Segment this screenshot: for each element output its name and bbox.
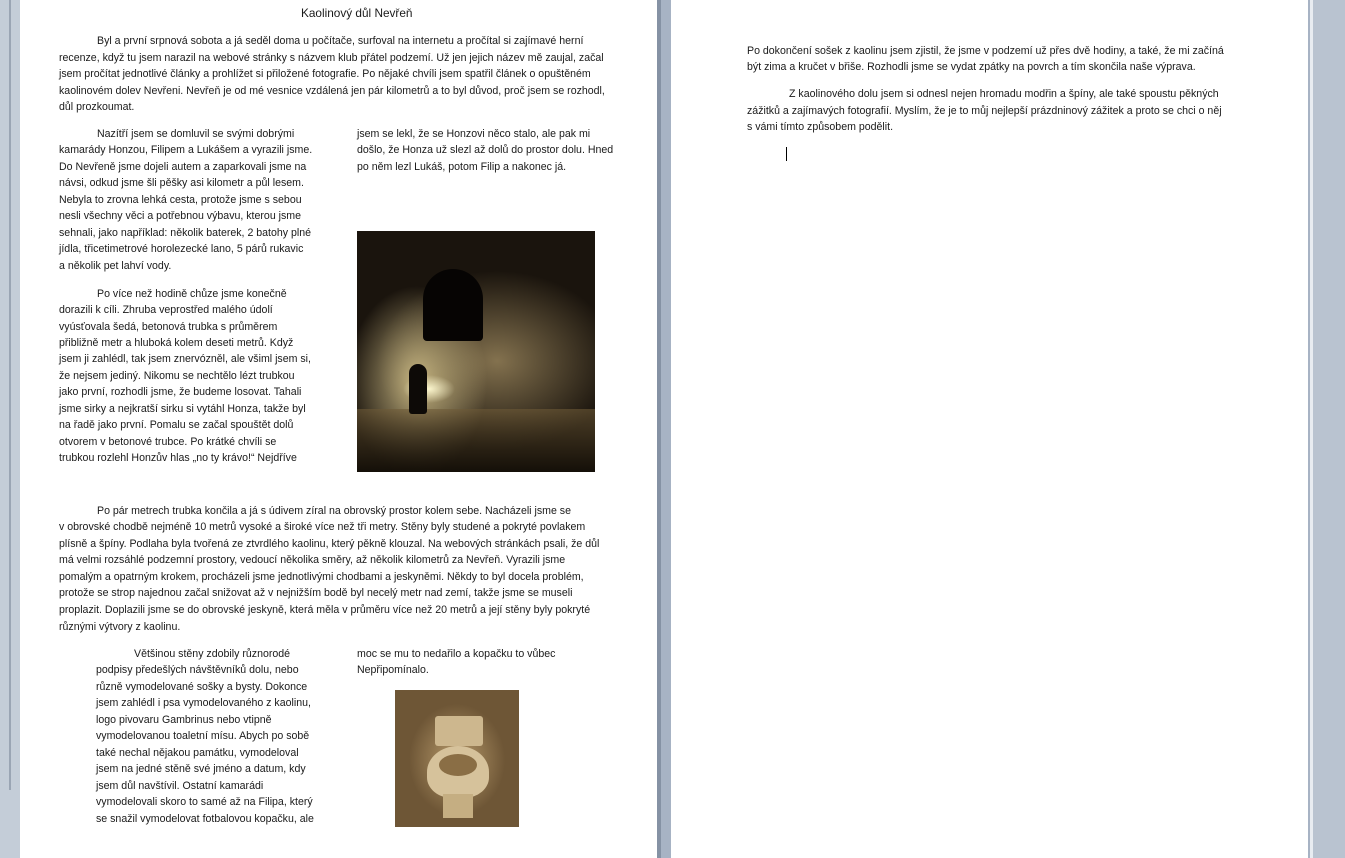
- strip-edge: [1310, 0, 1313, 858]
- text-line: jsem důl navštívil. Ostatní kamarádi: [96, 780, 264, 792]
- text-line: návsi, odkud jsme šli pěšky asi kilometr a půl lesem.: [59, 177, 304, 189]
- mine-tunnel-photo[interactable]: [357, 231, 595, 472]
- text-line: jsem se lekl, že se Honzovi něco stalo, ale pak mi: [357, 128, 591, 140]
- document-page-1[interactable]: [20, 0, 657, 858]
- text-line: se snažil vymodelovat fotbalovou kopačku, ale: [96, 813, 314, 825]
- text-line: dorazili k cíli. Zhruba veprostřed malého údolí: [59, 304, 273, 316]
- strip-edge: [9, 0, 11, 790]
- document-title: Kaolinový důl Nevřeň: [301, 6, 413, 20]
- left-window-strip: [0, 0, 20, 858]
- text-line: a několik pet lahví vody.: [59, 260, 172, 272]
- text-line: jídla, třicetimetrové horolezecké lano, 5 párů rukavic: [59, 243, 304, 255]
- text-line: vymodelovanou toaletní mísu. Abych po sobě: [96, 730, 310, 742]
- text-cursor: [786, 147, 787, 161]
- text-line: jako první, rozhodli jsme, že budeme losovat. Tahali: [59, 386, 302, 398]
- text-line: protože se strop najednou začal snižovat až v nejnižším bodě byl necelý metr nad zemí, takže jsme se museli: [59, 587, 573, 599]
- text-line: recenze, když tu jsem narazil na webové stránky s názvem klub přátel podzemí. Už jen jejich název mě zaujal, začal: [59, 52, 604, 64]
- text-line: že nejsem jediný. Nikomu se nechtělo lézt trubkou: [59, 370, 295, 382]
- text-line: Nazítří jsem se domluvil se svými dobrými: [97, 128, 295, 140]
- text-line: jsem zahlédl i psa vymodelovaného z kaolinu,: [96, 697, 311, 709]
- text-line: přibližně metr a hluboká kolem deseti metrů. Když: [59, 337, 294, 349]
- text-line: má velmi rozsáhlé podzemní prostory, vedoucí několika směry, až několik kilometrů za Nevřeň. Vyrazili jsme: [59, 554, 566, 566]
- text-line: jsem ji zahlédl, tak jsem znervózněl, ale všiml jsem si,: [59, 353, 311, 365]
- text-line: proplazit. Doplazili jsme se do obrovské jeskyně, která měla v průměru více než 20 metrů a její stěny byly pokryté: [59, 604, 591, 616]
- toilet-base: [443, 794, 473, 818]
- text-line: jsem pročítat jednotlivé články a prohlížet si přiložené fotografie. Po nějaké chvíli jsem spatřil článek o opuštěném: [59, 68, 591, 80]
- text-line: Z kaolinového dolu jsem si odnesl nejen hromadu modřin a špíny, ale také spoustu pěkných: [789, 88, 1219, 100]
- text-line: Po dokončení sošek z kaolinu jsem zjistil, že jsme v podzemí už přes dvě hodiny, a také, že mi začíná: [747, 45, 1224, 57]
- text-line: otvorem v betonové trubce. Po krátké chvíli se: [59, 436, 277, 448]
- text-line: jsem na jedné stěně své jméno a datum, kdy: [96, 763, 306, 775]
- document-page-2[interactable]: [671, 0, 1308, 858]
- text-line: vymodelovali skoro to samé až na Filipa, který: [96, 796, 313, 808]
- page-shadow: [657, 0, 661, 858]
- text-line: kamarády Honzou, Filipem a Lukášem a vyrazili jsme.: [59, 144, 313, 156]
- text-line: Po pár metrech trubka končila a já s údivem zíral na obrovský prostor kolem sebe. Nacházeli jsme se: [97, 505, 571, 517]
- text-line: kaolinovém dolev Nevřeni. Nevřeň je od mé vesnice vzdálená jen pár kilometrů a to byl důvod, proč jsem se rozhodl,: [59, 85, 605, 97]
- text-line: Nebyla to zrovna lehká cesta, protože jsme s sebou: [59, 194, 302, 206]
- text-line: plísně a špíny. Podlaha byla tvořená ze ztvrdlého kaolinu, který pěkně klouzal. Na webových stránkách psali, že důl: [59, 538, 600, 550]
- person-silhouette: [409, 364, 427, 414]
- text-line: zážitků a zajímavých fotografií. Myslím, že je to můj nejlepší prázdninový zážitek a proto se chci o něj: [747, 105, 1222, 117]
- tunnel-floor: [357, 409, 595, 472]
- text-line: nesli všechny věci a potřebnou výbavu, kterou jsme: [59, 210, 302, 222]
- text-line: různě vymodelované sošky a bysty. Dokonce: [96, 681, 308, 693]
- text-line: pomalým a opatrným krokem, procházeli jsme jednotlivými chodbami a jeskyněmi. Někdy to byl docela problém,: [59, 571, 584, 583]
- text-line: sehnali, jako například: několik baterek, 2 batohy plné: [59, 227, 312, 239]
- text-line: moc se mu to nedařilo a kopačku to vůbec: [357, 648, 556, 660]
- text-line: Většinou stěny zdobily různorodé: [134, 648, 291, 660]
- toilet-tank: [435, 716, 483, 746]
- text-line: Do Nevřeně jsme dojeli autem a zaparkovali jsme na: [59, 161, 307, 173]
- text-line: různými výtvory z kaolinu.: [59, 621, 181, 633]
- right-window-strip: [1310, 0, 1345, 858]
- text-line: na řadě jako první. Pomalu se začal spouštět dolů: [59, 419, 294, 431]
- text-line: důl prozkoumat.: [59, 101, 135, 113]
- kaolin-toilet-photo[interactable]: [395, 690, 519, 827]
- toilet-bowl-inner: [439, 754, 477, 776]
- text-line: trubkou rozlehl Honzův hlas „no ty krávo!“ Nejdříve: [59, 452, 297, 464]
- text-line: vyúsťovala šedá, betonová trubka s průměrem: [59, 321, 278, 333]
- text-line: Po více než hodině chůze jsme konečně: [97, 288, 287, 300]
- text-line: být zima a kručet v břiše. Rozhodli jsme se vydat zpátky na povrch a tím skončila naše výprava.: [747, 61, 1196, 73]
- page-gutter: [657, 0, 671, 858]
- text-line: Byl a první srpnová sobota a já seděl doma u počítače, surfoval na internetu a pročítal si zajímavé herní: [97, 35, 584, 47]
- text-line: podpisy předešlých návštěvníků dolu, nebo: [96, 664, 299, 676]
- text-line: s vámi tímto způsobem podělit.: [747, 121, 894, 133]
- text-line: v obrovské chodbě nejméně 10 metrů vysoké a široké více než tři metry. Stěny byly studené a pokryté povlakem: [59, 521, 586, 533]
- text-line: logo pivovaru Gambrinus nebo vtipně: [96, 714, 272, 726]
- text-line: také nechal nějakou památku, vymodeloval: [96, 747, 299, 759]
- tunnel-opening: [423, 269, 483, 341]
- text-line: jsme sirky a nejkratší sirku si vytáhl Honza, takže byl: [59, 403, 306, 415]
- text-line: Nepřipomínalo.: [357, 664, 429, 676]
- text-line: došlo, že Honza už slezl až dolů do prostor dolu. Hned: [357, 144, 614, 156]
- text-line: po něm lezl Lukáš, potom Filip a nakonec já.: [357, 161, 567, 173]
